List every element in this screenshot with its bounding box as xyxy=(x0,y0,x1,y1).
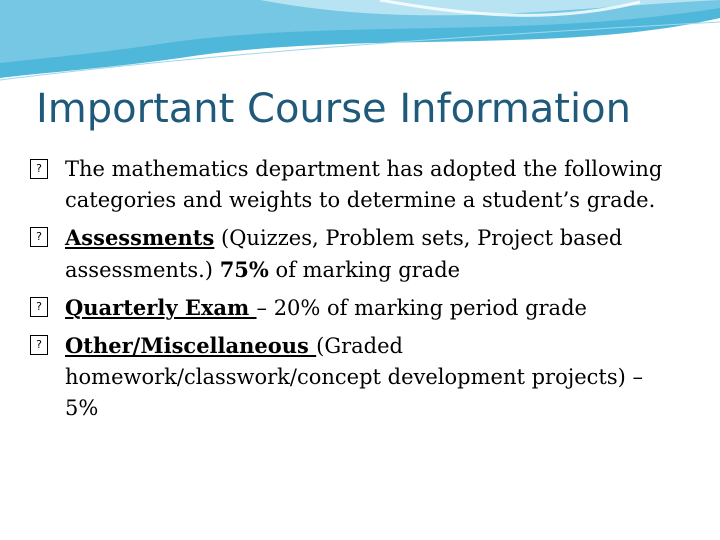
category-label: Other/Miscellaneous xyxy=(65,333,317,358)
list-item xyxy=(30,292,680,324)
bullet-text: The mathematics department has adopted the following categories and weights to determine a student’s grade. xyxy=(65,157,663,212)
bullet-box-icon: ? xyxy=(30,297,48,317)
list-item xyxy=(30,222,680,286)
bullet-text: of marking grade xyxy=(268,258,461,282)
list-item xyxy=(30,330,680,424)
bullet-list xyxy=(30,154,680,430)
bullet-box-icon: ? xyxy=(30,159,48,179)
category-label: Quarterly Exam xyxy=(65,295,257,320)
bullet-box-icon: ? xyxy=(30,227,48,247)
bullet-box-icon: ? xyxy=(30,335,48,355)
category-label: Assessments xyxy=(65,225,215,250)
bullet-text: (Quizzes, Problem sets, Project based assessments.) xyxy=(65,226,623,282)
weight-percent: 75% xyxy=(219,257,269,282)
bullet-text: – 20% of marking period grade xyxy=(256,296,587,320)
bullet-text: (Graded homework/classwork/concept development projects) – 5% xyxy=(65,334,644,420)
list-item xyxy=(30,154,680,216)
slide-title: Important Course Information xyxy=(36,86,631,132)
header-wave-decoration xyxy=(0,0,720,90)
